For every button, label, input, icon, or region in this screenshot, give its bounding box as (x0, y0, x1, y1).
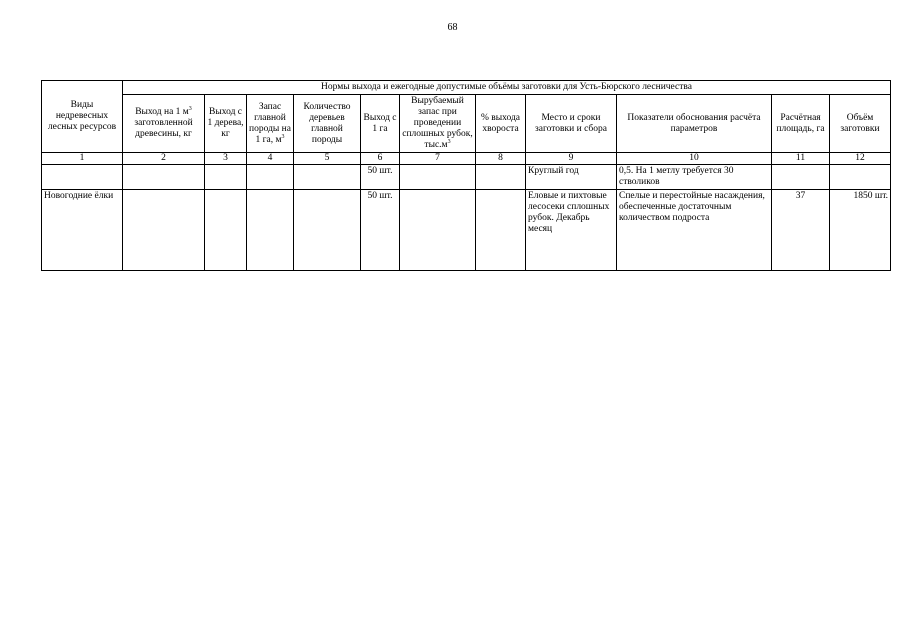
column-number: 12 (830, 153, 891, 165)
table-cell: 50 шт. (361, 165, 400, 190)
col-header-7: Вырубаемый запас при проведении сплошных рубок, $тыс.м^3$ (400, 95, 476, 153)
column-number: 5 (294, 153, 361, 165)
table-cell (294, 165, 361, 190)
col-header-12: Объём заготовки (830, 95, 891, 153)
page-number: 68 (447, 22, 458, 33)
col-header-9: Место и сроки заготовки и сбора (526, 95, 617, 153)
col-header-4: Запас главной породы на 1 га, $м^3$ (247, 95, 294, 153)
table-cell: 0,5. На 1 метлу требуется 30 стволиков (617, 165, 772, 190)
column-number: 10 (617, 153, 772, 165)
table-cell (247, 165, 294, 190)
table-cell (476, 165, 526, 190)
header-row-columns (42, 95, 891, 153)
table-cell (42, 165, 123, 190)
table-cell (400, 165, 476, 190)
column-number: 2 (123, 153, 205, 165)
table-cell (123, 190, 205, 271)
column-number: 4 (247, 153, 294, 165)
table-cell: Еловые и пихтовые лесосеки сплошных рубок. Декабрь месяц (526, 190, 617, 271)
col-header-1: Виды недревесных лесных ресурсов (42, 81, 123, 153)
col-header-5: Количество деревьев главной породы (294, 95, 361, 153)
table-cell: Круглый год (526, 165, 617, 190)
table-cell: 50 шт. (361, 190, 400, 271)
table-cell (476, 190, 526, 271)
column-number: 3 (205, 153, 247, 165)
table-cell: Спелые и перестойные насаждения, обеспеченные достаточным количеством подроста (617, 190, 772, 271)
table-cell (294, 190, 361, 271)
column-number: 6 (361, 153, 400, 165)
column-number: 1 (42, 153, 123, 165)
table-cell: 37 (772, 190, 830, 271)
table-row (42, 165, 891, 190)
table-cell (247, 190, 294, 271)
table-cell (123, 165, 205, 190)
table-cell (205, 165, 247, 190)
table-cell (830, 165, 891, 190)
norms-table (41, 80, 891, 271)
table-row (42, 190, 891, 271)
table-cell (400, 190, 476, 271)
column-number: 8 (476, 153, 526, 165)
header-row-group (42, 81, 891, 95)
table-cell (205, 190, 247, 271)
column-number: 7 (400, 153, 476, 165)
col-header-3: Выход с 1 дерева, кг (205, 95, 247, 153)
col-header-2: Выход на 1 $м^3$ заготовленной древесины, кг (123, 95, 205, 153)
table-cell (772, 165, 830, 190)
col-header-6: Выход с 1 га (361, 95, 400, 153)
table-cell: 1850 шт. (830, 190, 891, 271)
col-header-8: % выхода хвороста (476, 95, 526, 153)
column-number-row (42, 153, 891, 165)
col-header-10: Показатели обоснования расчёта параметров (617, 95, 772, 153)
column-number: 9 (526, 153, 617, 165)
group-header: Нормы выхода и ежегодные допустимые объёмы заготовки для Усть-Бюрского лесничества (123, 81, 891, 95)
table-cell: Новогодние ёлки (42, 190, 123, 271)
column-number: 11 (772, 153, 830, 165)
col-header-11: Расчётная площадь, га (772, 95, 830, 153)
